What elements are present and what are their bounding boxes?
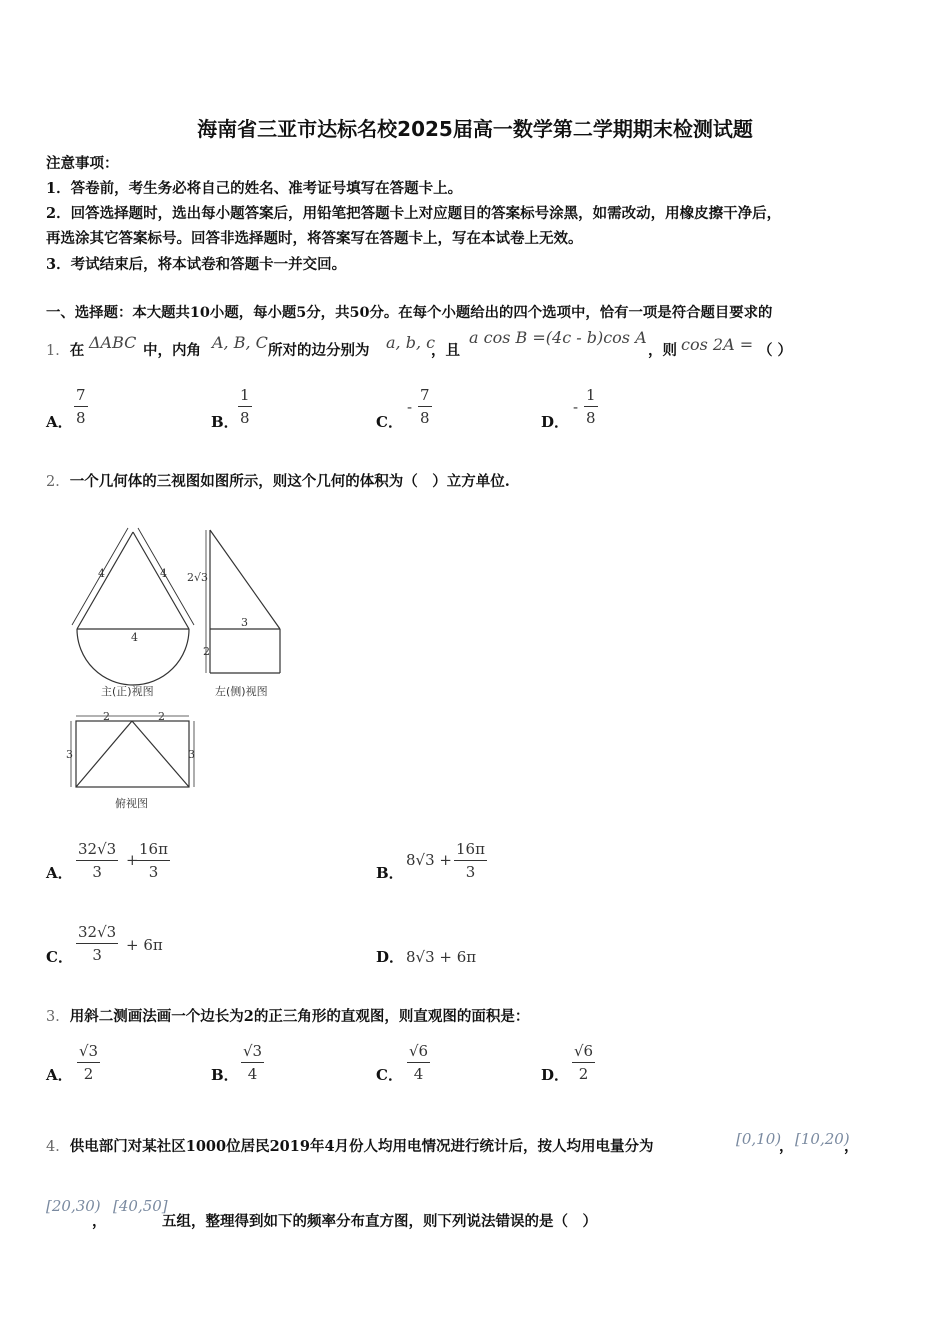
side-view-caption: 左(侧)视图	[215, 685, 268, 698]
notice-item: 2．回答选择题时，选出每小题答案后，用铅笔把答题卡上对应题目的答案标号涂黑，如需改动，用橡皮擦干净后，	[46, 205, 782, 222]
question-1-stem	[46, 339, 84, 360]
question-number: 2．	[46, 474, 70, 490]
q1-text: 在	[69, 342, 85, 359]
three-view-figure	[60, 525, 300, 815]
q3-text: 用斜二测画法画一个边长为2的正三角形的直观图，则直观图的面积是：	[69, 1008, 530, 1025]
question-3-stem	[46, 1005, 529, 1026]
option-b-fraction: √3 4	[243, 1042, 263, 1083]
option-b-fraction: 1 8	[240, 386, 250, 427]
notice-item: 3．考试结束后，将本试卷和答题卡一并交回。	[46, 256, 347, 273]
math-target: cos 2A =	[681, 335, 754, 354]
option-d-expr: 8√3 + 6π	[406, 948, 477, 966]
math-triangle: ΔABC	[89, 333, 137, 352]
option-label[interactable]: A．	[46, 864, 73, 882]
dim-label: 4	[98, 567, 105, 580]
option-a-term1: 32√3 3	[78, 840, 117, 881]
question-number: 3．	[46, 1009, 70, 1025]
option-label[interactable]: A．	[46, 413, 73, 431]
option-c-fraction: √6 4	[409, 1042, 429, 1083]
q4-text: 五组，整理得到如下的频率分布直方图，则下列说法错误的是（ ）	[162, 1213, 597, 1230]
dim-label: 4	[131, 631, 138, 644]
q1-text: ，则	[648, 342, 677, 359]
comma: ，	[779, 1138, 794, 1155]
dim-label: 4	[160, 567, 167, 580]
option-a-fraction: 7 8	[76, 386, 86, 427]
front-edge-left	[77, 532, 133, 629]
option-label[interactable]: C．	[46, 948, 73, 966]
q4-text: 供电部门对某社区1000位居民2019年4月份人均用电情况进行统计后，按人均用电量分为	[69, 1138, 654, 1155]
question-2-stem	[46, 470, 510, 491]
option-c-fraction: 7 8	[420, 386, 430, 427]
interval: [0,10)	[736, 1130, 782, 1148]
dim-label: 2	[103, 710, 110, 723]
q1-text: （ ）	[758, 342, 793, 359]
comma: ，	[92, 1213, 107, 1230]
q1-text: 中，内角	[143, 342, 201, 359]
interval: [40,50]	[113, 1197, 168, 1215]
math-sides: a, b, c	[386, 333, 436, 352]
option-label[interactable]: C．	[376, 413, 403, 431]
option-label[interactable]: C．	[376, 1066, 403, 1084]
q2-text: 一个几何体的三视图如图所示，则这个几何的体积为（ ）立方单位.	[69, 473, 510, 490]
option-label[interactable]: D．	[541, 413, 570, 431]
option-label[interactable]: B．	[211, 413, 239, 431]
math-condition: a cos B =(4c - b)cos A	[469, 328, 647, 347]
minus-sign: -	[573, 398, 579, 416]
interval: [10,20)	[795, 1130, 850, 1148]
notice-item: 1．答卷前，考生务必将自己的姓名、准考证号填写在答题卡上。	[46, 180, 463, 197]
dim-label: 3	[241, 616, 248, 629]
notice-heading: 注意事项：	[46, 155, 119, 172]
option-label[interactable]: D．	[376, 948, 405, 966]
top-rect	[76, 721, 189, 787]
dim-label: 3	[188, 748, 195, 761]
interval: [20,30)	[46, 1197, 101, 1215]
q1-text: 所对的边分别为	[268, 342, 370, 359]
option-b-term2: 16π 3	[456, 840, 485, 881]
option-label[interactable]: A．	[46, 1066, 73, 1084]
option-a-term2: 16π 3	[139, 840, 168, 881]
top-view-caption: 俯视图	[115, 797, 148, 810]
option-c-term1: 32√3 3	[78, 923, 117, 964]
option-label[interactable]: B．	[211, 1066, 239, 1084]
question-4-stem	[46, 1135, 654, 1156]
option-d-fraction: √6 2	[574, 1042, 594, 1083]
page-title: 海南省三亚市达标名校2025届高一数学第二学期期末检测试题	[197, 117, 753, 141]
option-a-fraction: √3 2	[79, 1042, 99, 1083]
comma: ，	[844, 1138, 859, 1155]
option-b-term1: 8√3 +	[406, 851, 452, 869]
option-c-term2: + 6π	[126, 936, 163, 954]
dim-label: 2	[203, 645, 210, 658]
minus-sign: -	[407, 398, 413, 416]
dim-label: 2	[158, 710, 165, 723]
front-view-caption: 主(正)视图	[101, 685, 154, 698]
front-edge-right	[133, 532, 189, 629]
question-number: 1．	[46, 343, 70, 359]
q1-text: ，且	[431, 342, 460, 359]
plus-sign: +	[126, 851, 139, 869]
dim-label: 3	[66, 748, 73, 761]
math-angles: A, B, C	[212, 333, 268, 352]
option-label[interactable]: B．	[376, 864, 404, 882]
notice-item: 再选涂其它答案标号。回答非选择题时，将答案写在答题卡上，写在本试卷上无效。	[46, 230, 583, 247]
section-heading: 一、选择题：本大题共10小题，每小题5分，共50分。在每个小题给出的四个选项中，恰有一项是符合题目要求的	[46, 304, 773, 321]
question-number: 4．	[46, 1139, 70, 1155]
option-d-fraction: 1 8	[586, 386, 596, 427]
option-label[interactable]: D．	[541, 1066, 570, 1084]
dim-label: 2√3	[187, 571, 209, 584]
